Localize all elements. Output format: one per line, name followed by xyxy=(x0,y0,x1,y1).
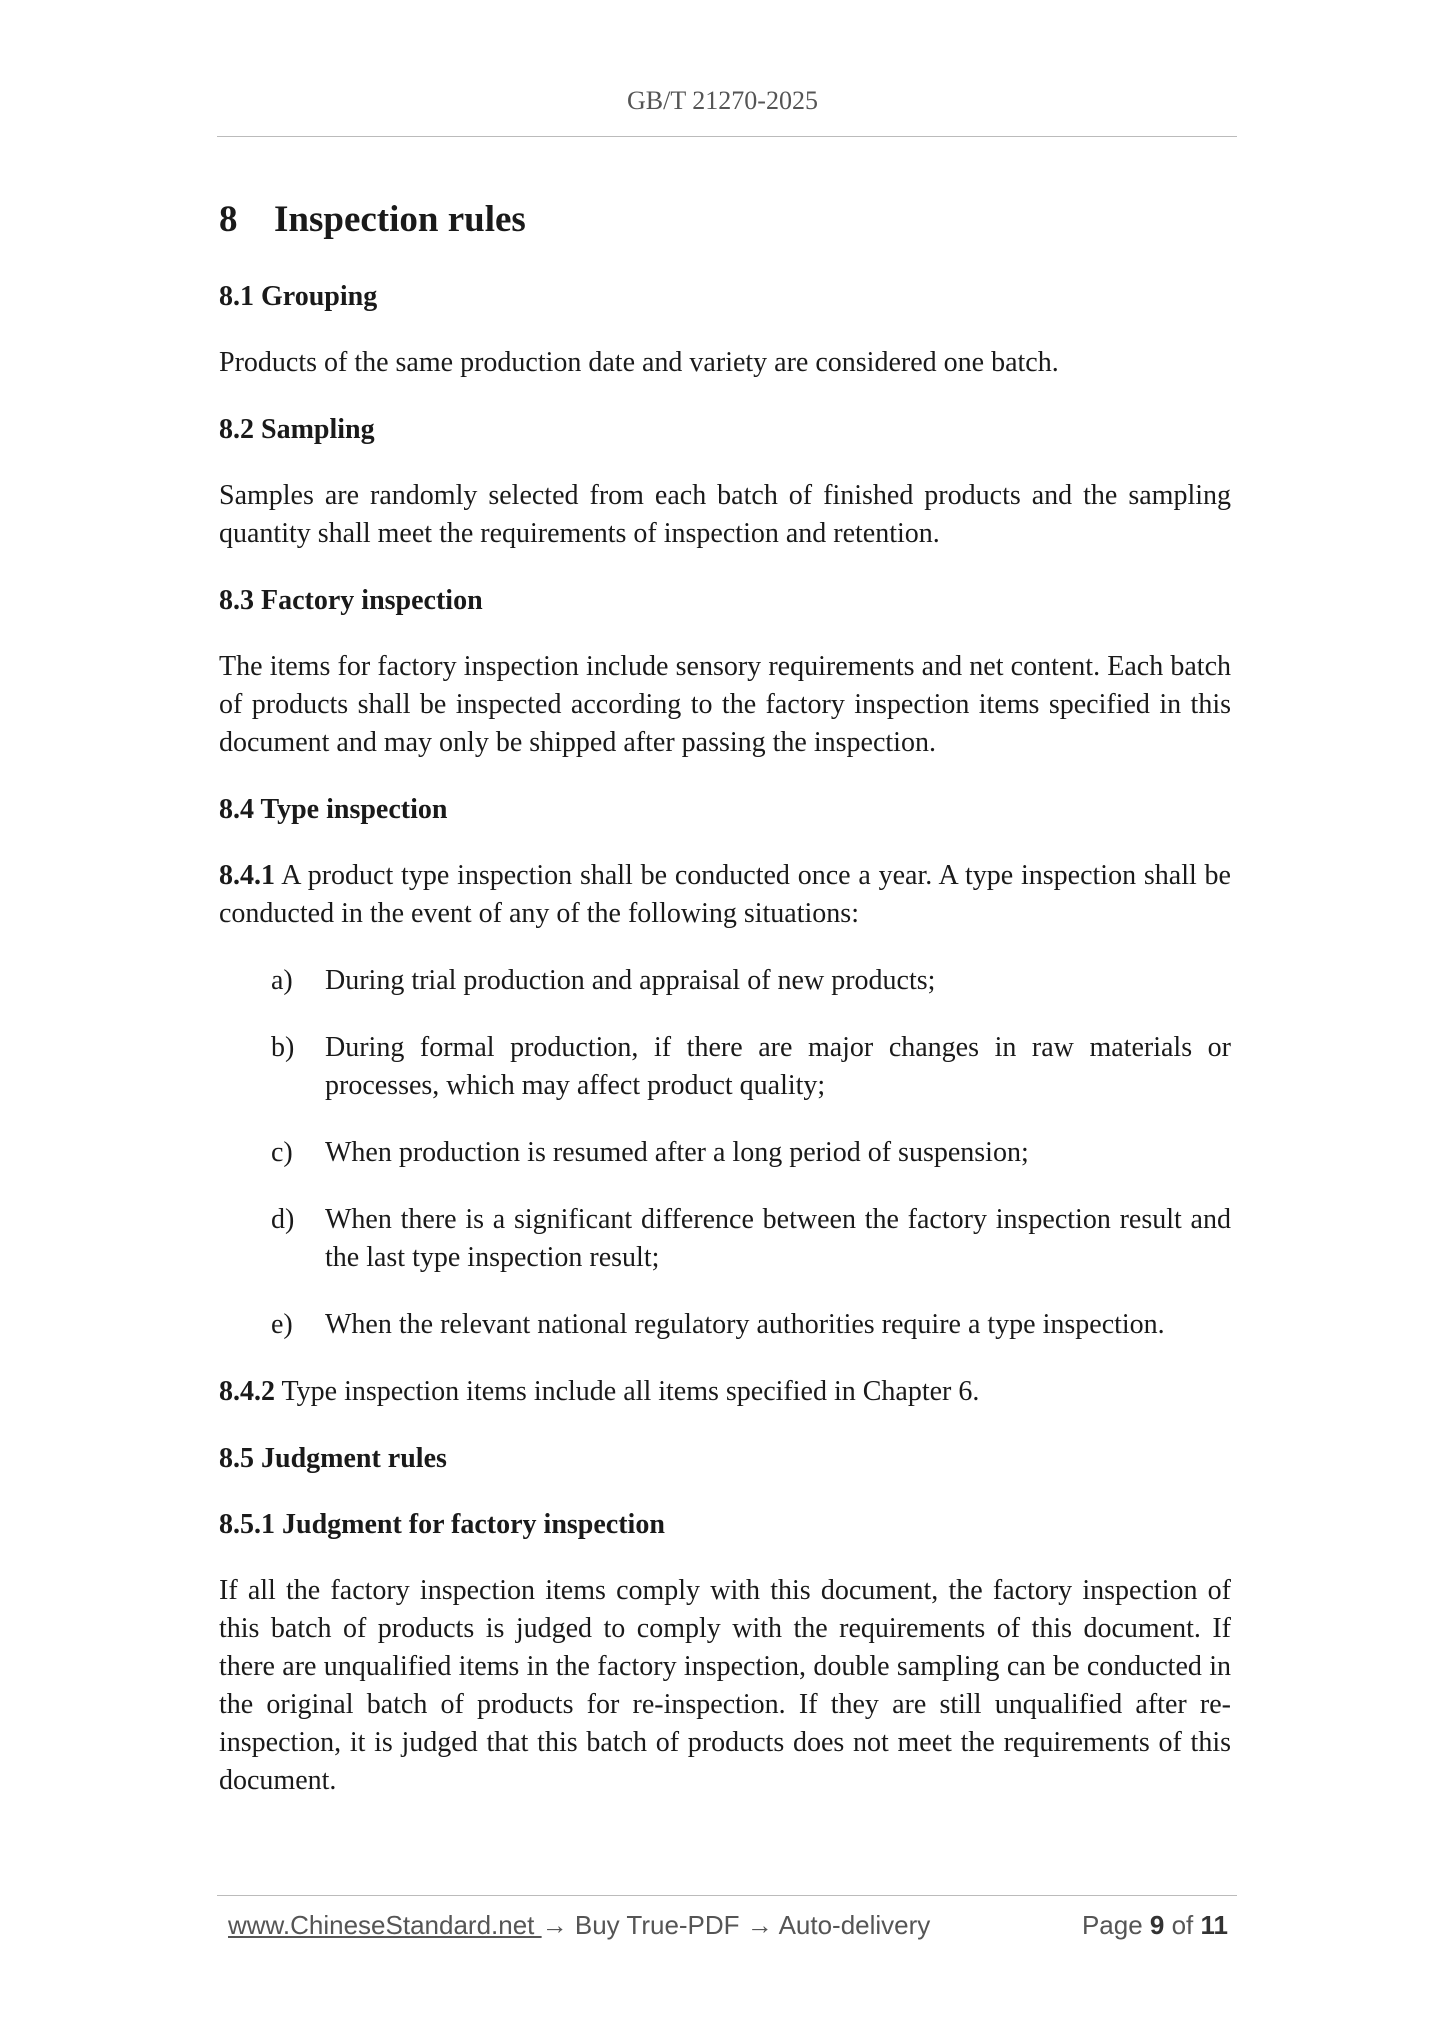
section-text-8-2: Samples are randomly selected from each batch of finished products and the sampling quantity shall meet the requirements of inspection and retention. xyxy=(219,480,1231,549)
header-divider xyxy=(217,136,1237,137)
section-heading-8-4: 8.4 Type inspection xyxy=(219,794,448,825)
section-heading-8-5: 8.5 Judgment rules xyxy=(219,1443,447,1474)
list-item xyxy=(219,962,1231,1000)
list-marker: a) xyxy=(271,965,293,996)
list-item xyxy=(219,1201,1231,1277)
page-number: 9 xyxy=(1149,1910,1165,1940)
page-footer xyxy=(228,1910,1228,1946)
section-heading-8-3: 8.3 Factory inspection xyxy=(219,585,483,616)
list-item-text: When there is a significant difference between the factory inspection result and the last type inspection result; xyxy=(325,1204,1231,1273)
section-heading-8-1: 8.1 Grouping xyxy=(219,281,378,312)
list-marker: d) xyxy=(271,1204,295,1235)
arrow-right-icon: → xyxy=(746,1910,773,1940)
section-text-8-5-1: If all the factory inspection items comply with this document, the factory inspection of this batch of products is judged to comply with the requirements of this document. If there are unqualified items in the factory inspection, double sampling can be conducted in the original batch of products for re-inspection. If they are still unqualified after re-inspection, it is judged that this batch of products does not meet the requirements of this document. xyxy=(219,1575,1231,1796)
page-total: 11 xyxy=(1200,1910,1228,1940)
clause-number: 8.4.1 xyxy=(219,860,275,891)
list-item-text: When the relevant national regulatory authorities require a type inspection. xyxy=(325,1309,1165,1340)
website-link[interactable]: www.ChineseStandard.net xyxy=(228,1910,542,1940)
situation-list xyxy=(219,962,1231,1344)
section-heading-8-2: 8.2 Sampling xyxy=(219,414,375,445)
clause-8-4-1 xyxy=(219,857,1231,933)
clause-text: A product type inspection shall be conducted once a year. A type inspection shall be conducted in the event of any of the following situations: xyxy=(219,860,1231,929)
list-marker: c) xyxy=(271,1137,293,1168)
section-text-8-1: Products of the same production date and variety are considered one batch. xyxy=(219,347,1059,378)
clause-number: 8.4.2 xyxy=(219,1376,275,1407)
list-item-text: When production is resumed after a long period of suspension; xyxy=(325,1137,1029,1168)
footer-divider xyxy=(217,1895,1237,1896)
list-item xyxy=(219,1134,1231,1172)
page-label: Page xyxy=(1081,1910,1150,1940)
chapter-heading xyxy=(219,196,1231,244)
footer-promo xyxy=(228,1910,930,1941)
list-item xyxy=(219,1029,1231,1105)
page-indicator xyxy=(1082,1910,1228,1941)
delivery-text: Auto-delivery xyxy=(772,1910,931,1940)
of-label: of xyxy=(1164,1910,1201,1940)
clause-8-4-2 xyxy=(219,1373,1231,1411)
clause-text: Type inspection items include all items specified in Chapter 6. xyxy=(275,1376,980,1407)
section-text-8-3: The items for factory inspection include sensory requirements and net content. Each batch of products shall be inspected according to the factory inspection items specified in this document and may only be shipped after passing the inspection. xyxy=(219,651,1231,758)
chapter-title: Inspection rules xyxy=(274,199,526,240)
arrow-right-icon: → xyxy=(541,1910,568,1940)
buy-text: Buy True-PDF xyxy=(567,1910,747,1940)
document-body xyxy=(219,196,1231,1829)
list-item-text: During formal production, if there are major changes in raw materials or processes, which may affect product quality; xyxy=(325,1032,1231,1101)
list-item-text: During trial production and appraisal of new products; xyxy=(325,965,936,996)
section-heading-8-5-1: 8.5.1 Judgment for factory inspection xyxy=(219,1509,665,1540)
list-item xyxy=(219,1306,1231,1344)
chapter-number: 8 xyxy=(219,199,238,240)
header-standard-number: GB/T 21270-2025 xyxy=(627,86,818,115)
list-marker: b) xyxy=(271,1032,295,1063)
list-marker: e) xyxy=(271,1309,293,1340)
